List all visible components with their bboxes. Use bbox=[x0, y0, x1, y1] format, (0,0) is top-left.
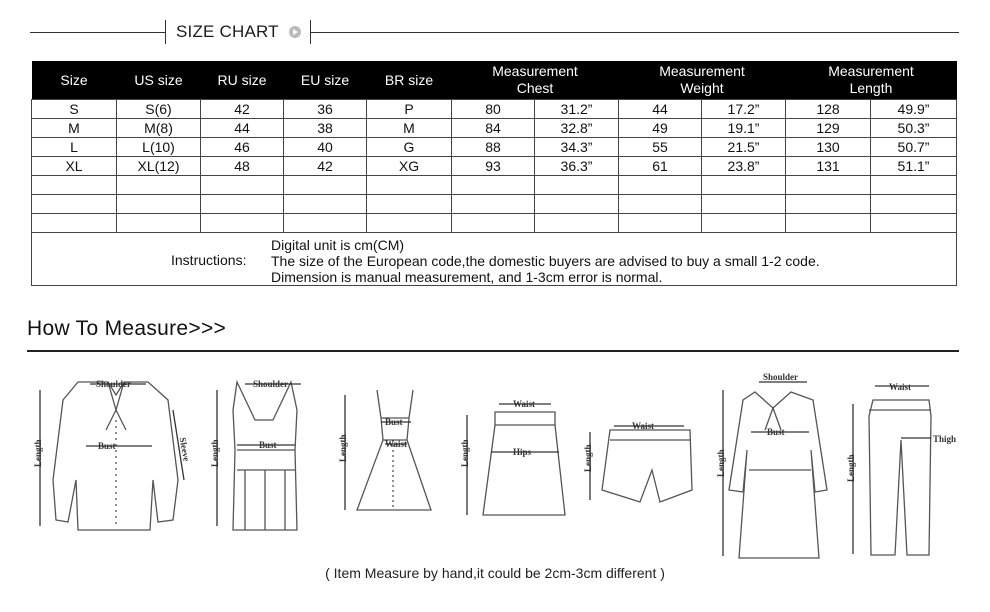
column-header: EU size bbox=[284, 61, 367, 100]
header-line: Length bbox=[849, 80, 893, 96]
table-cell: 36 bbox=[284, 100, 367, 119]
table-cell: P bbox=[367, 100, 452, 119]
table-cell: 93 bbox=[452, 157, 535, 176]
column-header-weight bbox=[619, 61, 786, 100]
table-cell: 128 bbox=[786, 100, 871, 119]
size-chart-header bbox=[0, 18, 990, 46]
table-cell: XL bbox=[32, 157, 117, 176]
figure-label: Length bbox=[460, 439, 470, 467]
table-cell: 55 bbox=[619, 138, 702, 157]
table-cell: S(6) bbox=[117, 100, 201, 119]
column-header: RU size bbox=[201, 61, 284, 100]
table-cell: L(10) bbox=[117, 138, 201, 157]
table-cell: 129 bbox=[786, 119, 871, 138]
figure-label: Shoulder bbox=[253, 379, 289, 389]
figure-label: Length bbox=[33, 439, 43, 467]
dress-icon bbox=[335, 370, 445, 535]
table-cell: 61 bbox=[619, 157, 702, 176]
column-header: BR size bbox=[367, 61, 452, 100]
instructions-row bbox=[32, 233, 957, 286]
header-line: Chest bbox=[516, 80, 554, 96]
figure-label: Length bbox=[846, 454, 856, 482]
tank-top-icon bbox=[205, 370, 325, 535]
figure-label: Length bbox=[338, 434, 348, 462]
how-to-measure-title: How To Measure>>> bbox=[27, 317, 227, 340]
shorts-icon bbox=[580, 370, 700, 535]
table-cell: G bbox=[367, 138, 452, 157]
figure-label: Thigh bbox=[933, 434, 957, 444]
figure-label: Shoulder bbox=[96, 379, 132, 389]
table-row bbox=[32, 100, 957, 119]
figure-label: Length bbox=[210, 439, 220, 467]
table-cell: 31.2” bbox=[535, 100, 619, 119]
size-chart-title: SIZE CHART bbox=[176, 22, 279, 41]
table-cell: 50.3” bbox=[871, 119, 957, 138]
blouse-icon bbox=[28, 370, 193, 535]
measurement-figures bbox=[0, 370, 990, 570]
table-cell: 84 bbox=[452, 119, 535, 138]
table-cell: 49 bbox=[619, 119, 702, 138]
header-line: Measurement bbox=[492, 63, 578, 79]
table-cell: 19.1” bbox=[702, 119, 786, 138]
table-row bbox=[32, 195, 957, 214]
table-row bbox=[32, 176, 957, 195]
instruction-line: Dimension is manual measurement, and 1-3cm error is normal. bbox=[271, 269, 663, 285]
divider-line bbox=[311, 32, 959, 33]
table-cell: 131 bbox=[786, 157, 871, 176]
table-cell: 44 bbox=[619, 100, 702, 119]
figure-label: Bust bbox=[98, 441, 116, 451]
figure-label: Length bbox=[583, 444, 593, 472]
table-cell: 42 bbox=[284, 157, 367, 176]
table-header-row bbox=[32, 61, 957, 100]
figure-label: Hips bbox=[513, 447, 532, 457]
table-row bbox=[32, 214, 957, 233]
table-cell: 32.8” bbox=[535, 119, 619, 138]
table-cell: XG bbox=[367, 157, 452, 176]
figure-label: Waist bbox=[889, 382, 912, 392]
table-cell: 46 bbox=[201, 138, 284, 157]
skirt-icon bbox=[455, 370, 570, 535]
instruction-line: The size of the European code,the domestic buyers are advised to buy a small 1-2 code. bbox=[271, 253, 820, 269]
instructions-cell bbox=[32, 233, 957, 286]
table-cell: 130 bbox=[786, 138, 871, 157]
figure-label: Bust bbox=[259, 440, 277, 450]
instruction-line: Digital unit is cm(CM) bbox=[271, 237, 405, 253]
table-cell: L bbox=[32, 138, 117, 157]
table-cell: 44 bbox=[201, 119, 284, 138]
table-cell: 40 bbox=[284, 138, 367, 157]
divider-line bbox=[30, 32, 165, 33]
column-header-length bbox=[786, 61, 957, 100]
table-cell: M bbox=[367, 119, 452, 138]
header-line: Measurement bbox=[828, 63, 914, 79]
table-row bbox=[32, 138, 957, 157]
pants-icon bbox=[845, 370, 965, 565]
column-header-chest bbox=[452, 61, 619, 100]
section-divider bbox=[27, 350, 959, 352]
table-row bbox=[32, 119, 957, 138]
table-cell: 34.3” bbox=[535, 138, 619, 157]
size-chart-table bbox=[31, 61, 957, 286]
table-cell: M bbox=[32, 119, 117, 138]
table-cell: 38 bbox=[284, 119, 367, 138]
header-line: Weight bbox=[680, 80, 724, 96]
table-cell: 80 bbox=[452, 100, 535, 119]
divider-tick bbox=[165, 20, 166, 44]
table-cell: M(8) bbox=[117, 119, 201, 138]
measure-caption: ( Item Measure by hand,it could be 2cm-3cm different ) bbox=[325, 565, 665, 581]
figure-label: Sleeve bbox=[177, 436, 192, 463]
column-header: Size bbox=[32, 61, 117, 100]
table-cell: 88 bbox=[452, 138, 535, 157]
table-cell: 17.2” bbox=[702, 100, 786, 119]
figure-label: Waist bbox=[632, 421, 655, 431]
figure-label: Bust bbox=[767, 427, 785, 437]
table-cell: 49.9” bbox=[871, 100, 957, 119]
table-cell: 50.7” bbox=[871, 138, 957, 157]
header-line: Measurement bbox=[659, 63, 745, 79]
figure-label: Bust bbox=[385, 417, 403, 427]
table-row bbox=[32, 157, 957, 176]
play-arrow-icon bbox=[289, 26, 301, 38]
instructions-label: Instructions: bbox=[171, 252, 247, 268]
instructions-text bbox=[271, 237, 820, 285]
table-cell: 23.8” bbox=[702, 157, 786, 176]
column-header: US size bbox=[117, 61, 201, 100]
table-cell: 51.1” bbox=[871, 157, 957, 176]
table-cell: 21.5” bbox=[702, 138, 786, 157]
figure-label: Waist bbox=[513, 399, 536, 409]
table-cell: 36.3” bbox=[535, 157, 619, 176]
table-cell: XL(12) bbox=[117, 157, 201, 176]
table-cell: S bbox=[32, 100, 117, 119]
table-cell: 42 bbox=[201, 100, 284, 119]
figure-label: Shoulder bbox=[763, 372, 799, 382]
figure-label: Length bbox=[716, 449, 726, 477]
figure-label: Waist bbox=[385, 439, 408, 449]
table-cell: 48 bbox=[201, 157, 284, 176]
coat-icon bbox=[715, 370, 835, 565]
